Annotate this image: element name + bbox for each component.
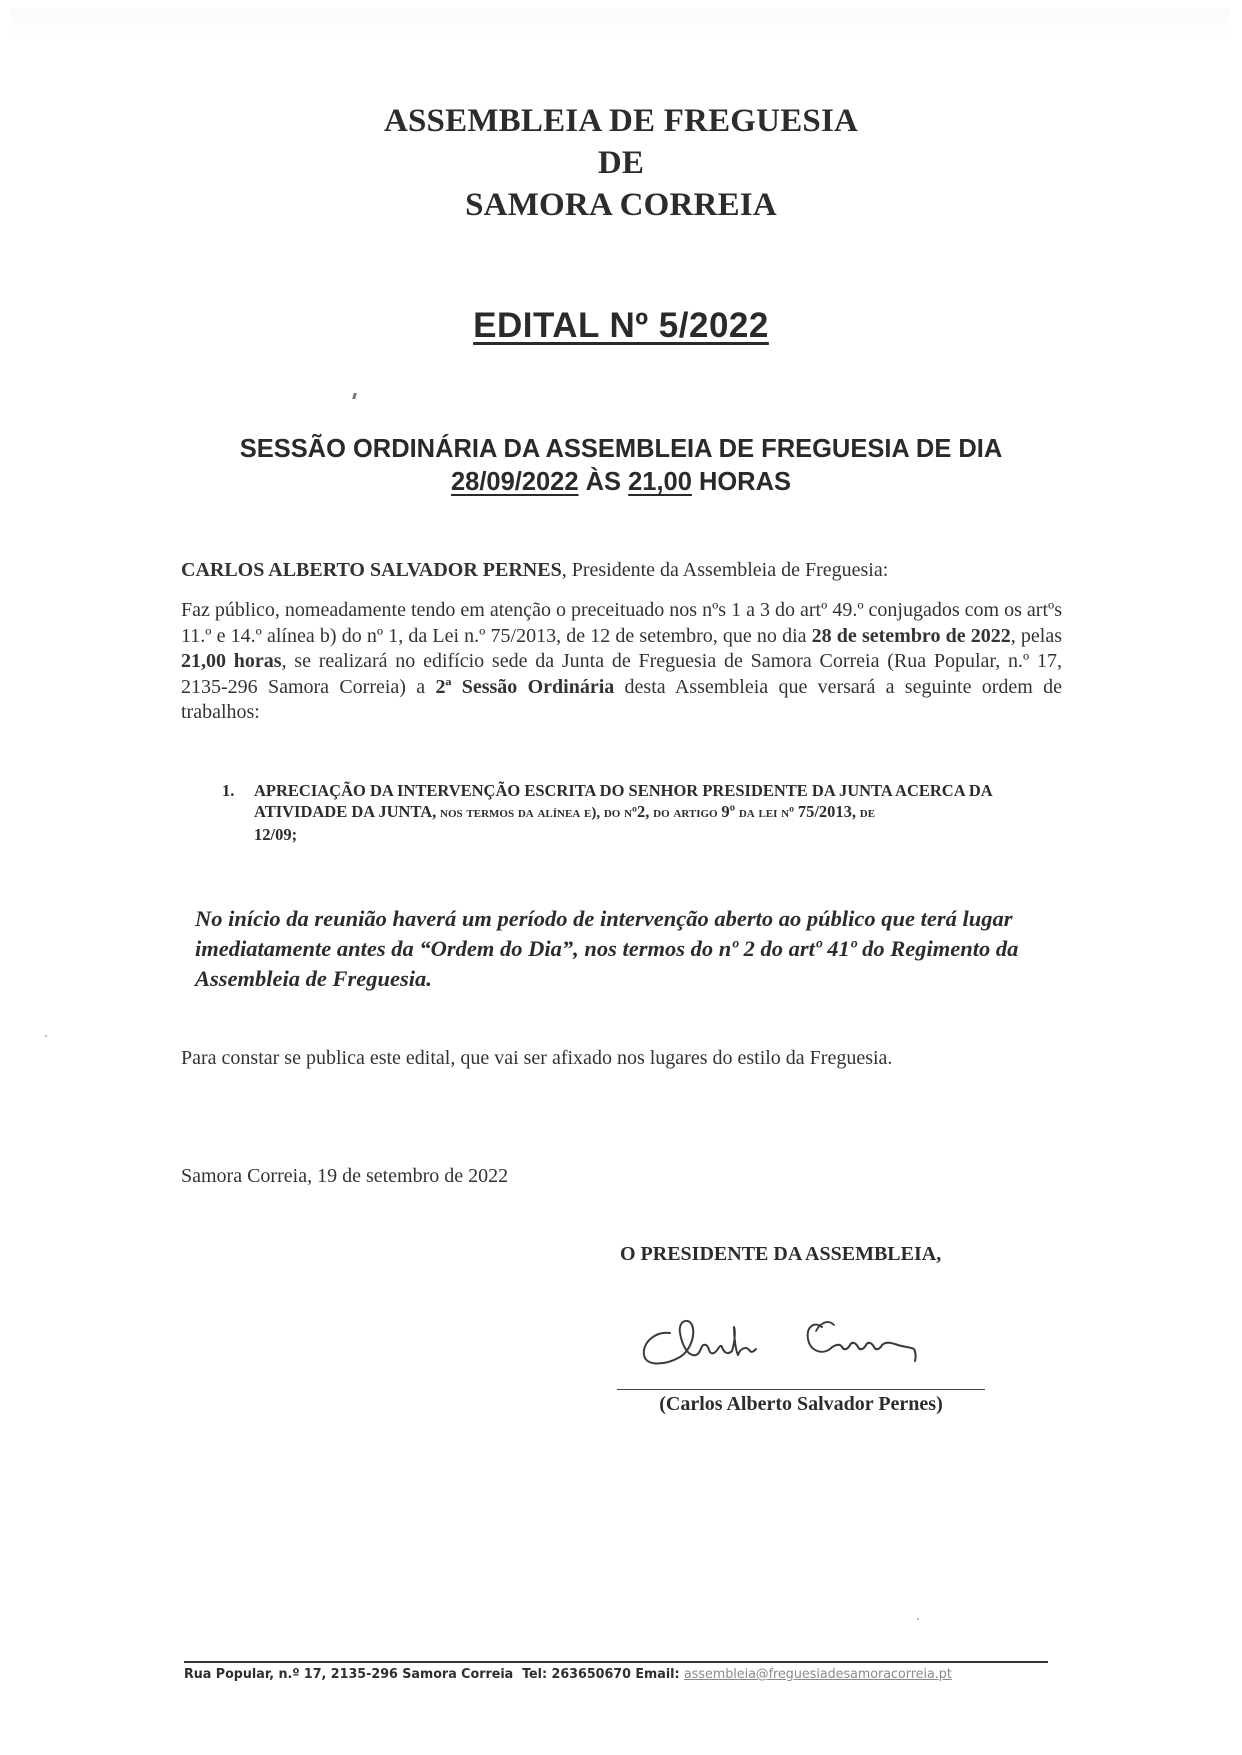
session-title-line-2 <box>12 465 1229 498</box>
scan-speck <box>45 1035 47 1037</box>
document-header <box>0 100 1242 226</box>
agenda-item-ref: 9º <box>721 802 736 821</box>
agenda-item <box>222 780 1064 845</box>
session-date: 28/09/2022 <box>451 466 579 496</box>
agenda-item-ref: nos termos da alínea e), do nº <box>436 805 637 821</box>
president-name: CARLOS ALBERTO SALVADOR PERNES <box>181 559 562 581</box>
agenda-item-main: APRECIAÇÃO DA INTERVENÇÃO ESCRITA DO SENHOR PRESIDENTE DA JUNTA ACERCA DA ATIVIDADE DA JUNTA, <box>254 781 992 821</box>
meeting-date: 28 de setembro de 2022 <box>811 624 1011 647</box>
president-role: , Presidente da Assembleia de Freguesia: <box>561 559 889 581</box>
agenda-item-ref: da lei nº <box>735 805 798 821</box>
signature-line <box>617 1389 985 1390</box>
scan-artifact <box>10 8 1230 38</box>
signatory-title: O PRESIDENTE DA ASSEMBLEIA, <box>620 1243 942 1265</box>
paragraph-text: , se realizará no edifício sede da Junta de Freguesia de Samora Correia (Rua Popular, n.º 17, 2135-296 Samora Correia) a <box>181 650 1062 698</box>
intro-line <box>181 557 1062 583</box>
header-line-2: DE <box>597 145 645 181</box>
agenda-item-ref: de <box>856 805 876 821</box>
scan-speck <box>917 1618 919 1620</box>
session-title-line-1: SESSÃO ORDINÁRIA DA ASSEMBLEIA DE FREGUESIA DE DIA <box>239 433 1003 463</box>
session-suffix: HORAS <box>691 466 791 496</box>
agenda-item-ref: do artigo <box>649 805 722 821</box>
edital-heading <box>0 306 1242 346</box>
header-line-3: SAMORA CORREIA <box>465 187 777 223</box>
paragraph-text: , pelas <box>1010 624 1063 647</box>
session-type: 2ª Sessão Ordinária <box>435 675 615 698</box>
header-line-1: ASSEMBLEIA DE FREGUESIA <box>383 103 859 139</box>
footer-address: Rua Popular, n.º 17, 2135-296 Samora Correia Tel: 263650670 Email: <box>184 1666 685 1682</box>
meeting-time: 21,00 horas <box>181 650 282 672</box>
footer-divider <box>184 1661 1048 1663</box>
agenda-item-number: 1. <box>222 781 235 800</box>
public-intervention-notice: No início da reunião haverá um período de intervenção aberto ao público que terá lugar imediatamente antes da “Ordem do Dia”, nos termos do nº 2 do artº 41º do Regimento da Assembleia de Freguesia. <box>195 906 1019 991</box>
footer-email-link[interactable]: assembleia@freguesiadesamoracorreia.pt <box>684 1666 952 1682</box>
edital-title: EDITAL Nº 5/2022 <box>473 306 769 345</box>
paragraph-text: Faz público, nomeadamente tendo em atenção o preceituado nos nºs 1 a 3 do artº 49.º conjugados com os artºs 11.º e 14.º alínea b) do nº 1, da Lei n.º 75/2013, de 12 de setembro, que no dia <box>181 599 1062 647</box>
paragraph-text: desta Assembleia que versará a seguinte ordem de trabalhos: <box>181 675 1063 723</box>
handwritten-signature <box>630 1305 960 1375</box>
session-time: 21,00 <box>628 466 692 496</box>
closing-statement: Para constar se publica este edital, que vai ser afixado nos lugares do estilo da Freguesia. <box>181 1047 893 1069</box>
session-connector: ÀS <box>578 466 629 496</box>
signatory-name: (Carlos Alberto Salvador Pernes) <box>659 1393 943 1415</box>
scan-mark <box>352 393 357 399</box>
agenda-item-ref: 2, <box>637 802 650 821</box>
date-place: Samora Correia, 19 de setembro de 2022 <box>181 1165 509 1187</box>
main-paragraph <box>181 598 1062 726</box>
agenda-item-ref: 75/2013, <box>797 802 857 821</box>
agenda-item-ref: 12/09; <box>254 825 298 844</box>
footer-contact <box>184 1666 952 1682</box>
session-title <box>12 432 1229 498</box>
